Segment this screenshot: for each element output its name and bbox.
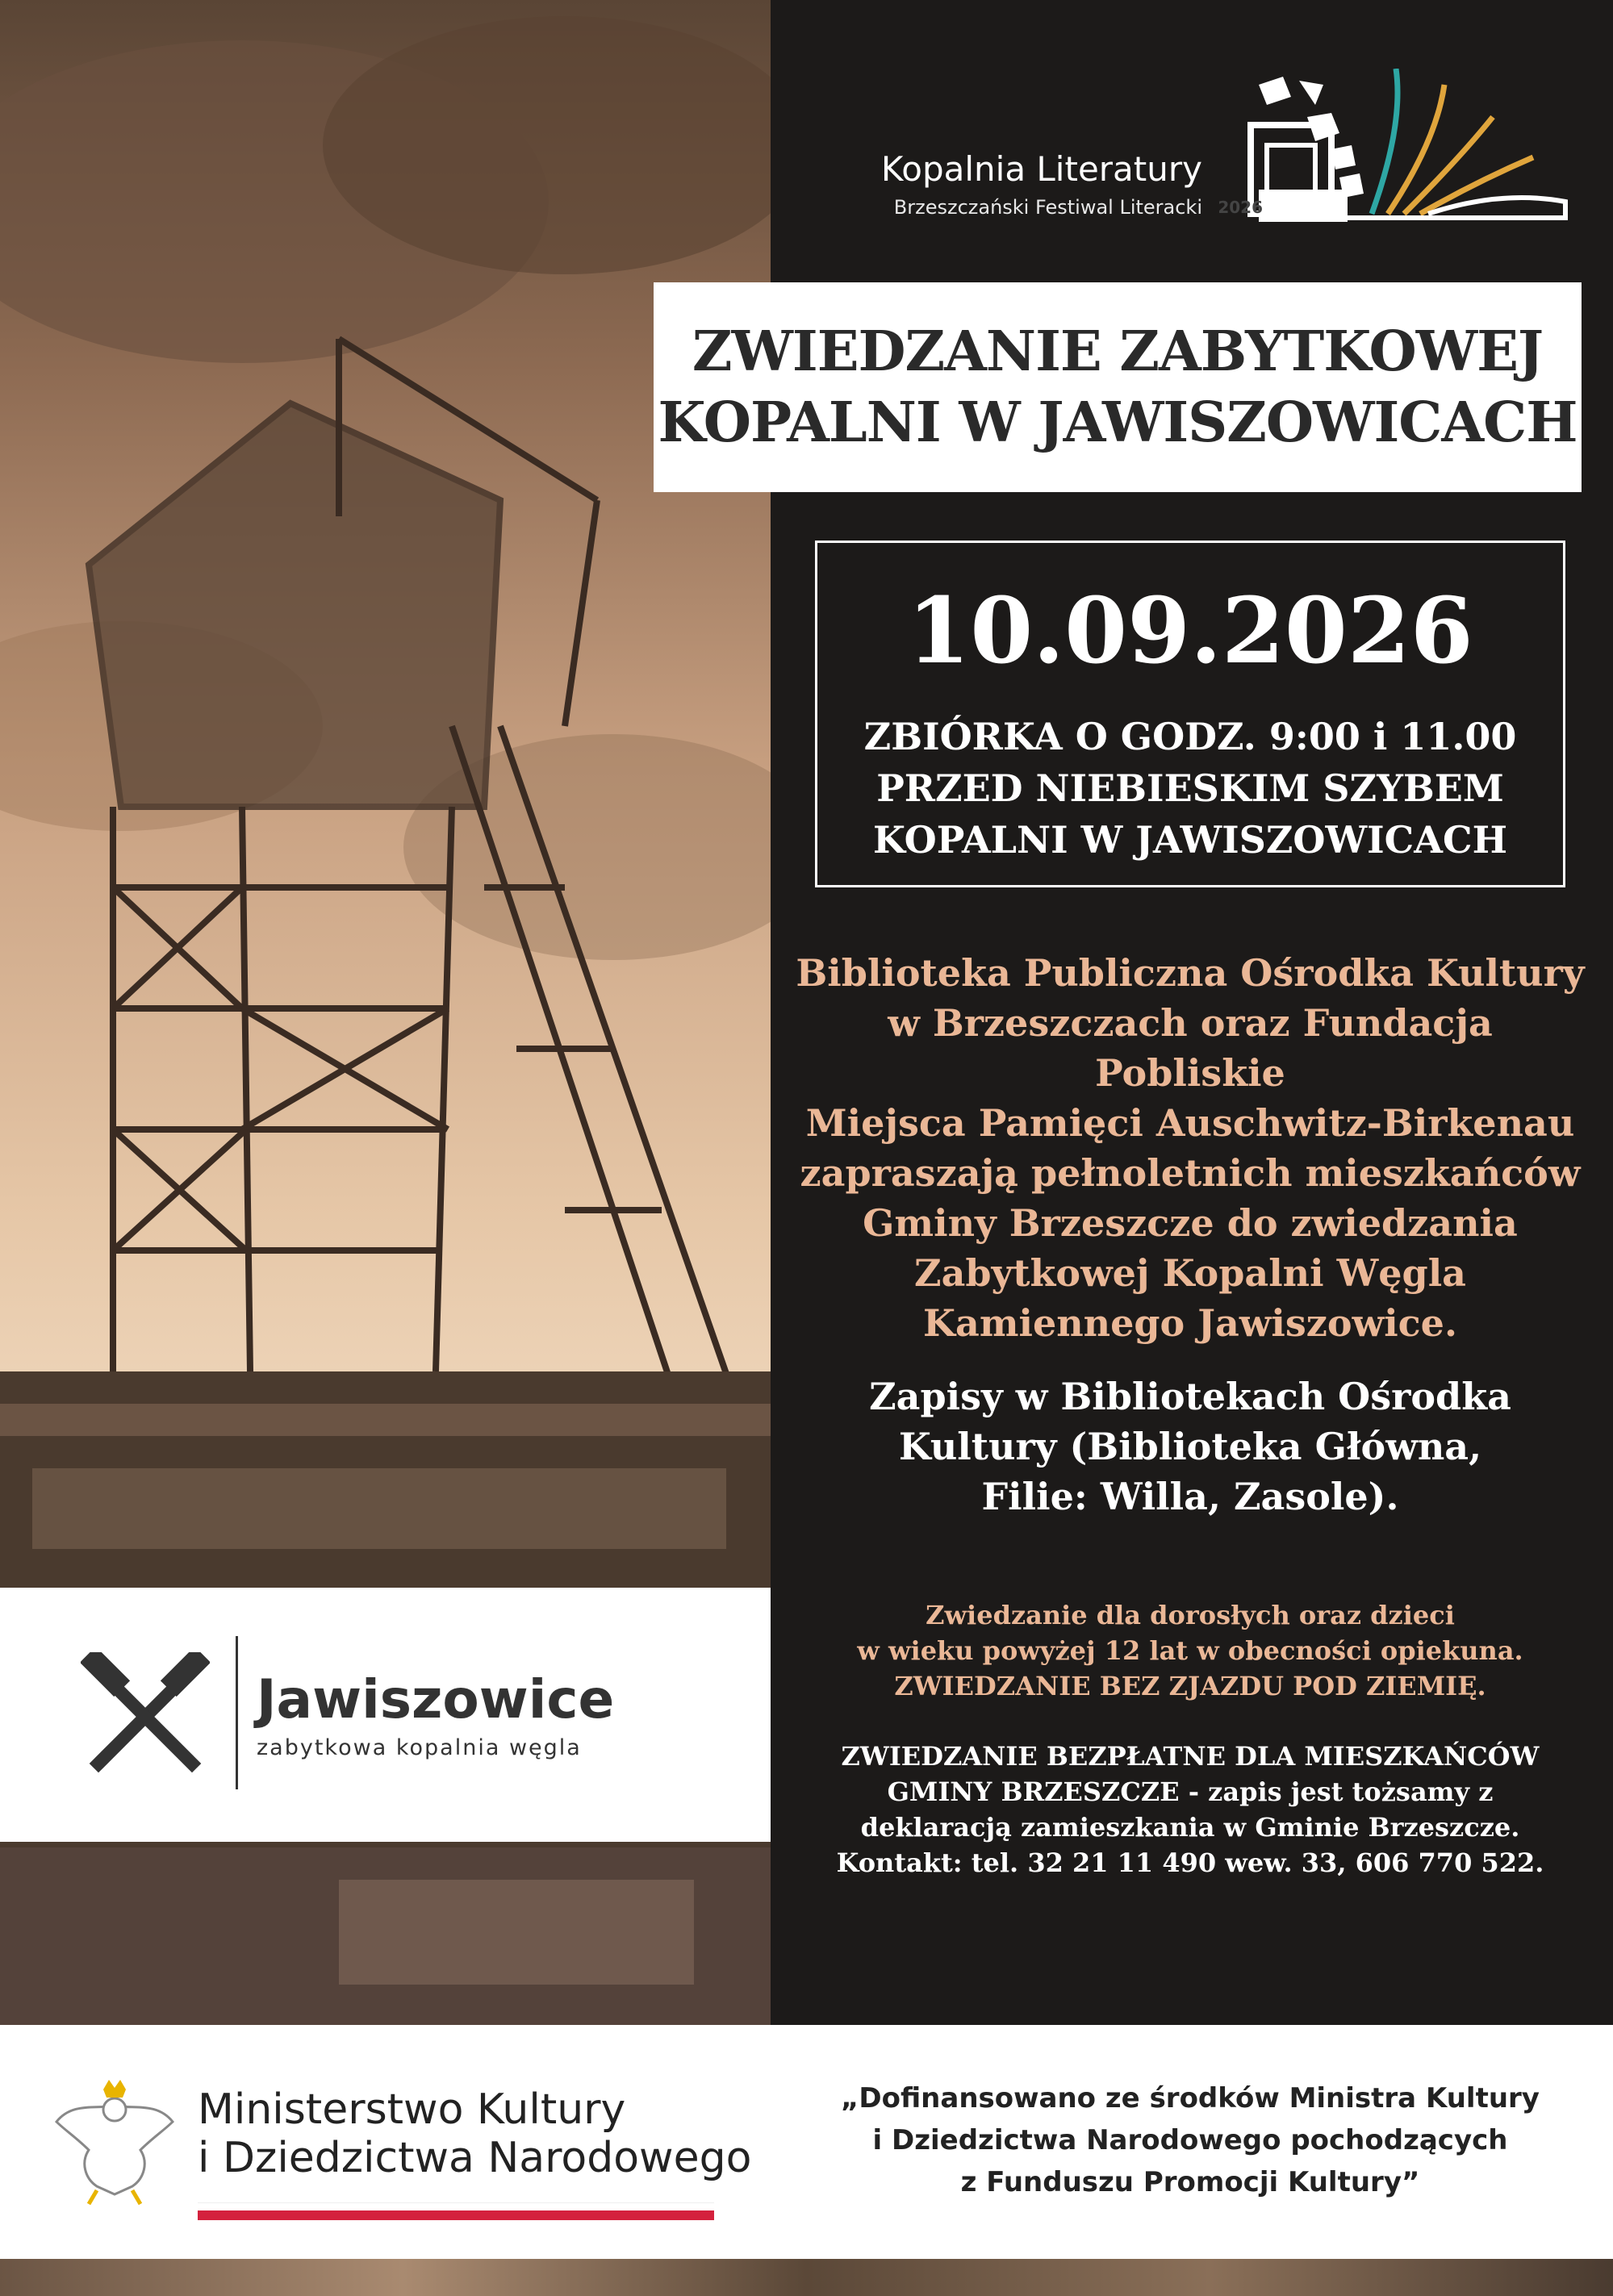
contact-line: Kontakt: tel. 32 21 11 490 wew. 33, 606 770 522. [836, 1847, 1544, 1878]
book-mine-icon [1210, 69, 1582, 230]
festival-year: 2026 [1218, 198, 1263, 217]
invitation-line: Kamiennego Jawiszowice. [923, 1301, 1457, 1345]
funding-line: i Dziedzictwa Narodowego pochodzących [872, 2124, 1508, 2156]
signup-text [791, 1371, 1590, 1522]
jawiszowice-name: Jawiszowice [257, 1668, 615, 1730]
invitation-line: Miejsca Pamięci Auschwitz-Birkenau [805, 1101, 1575, 1145]
funding-note [791, 2077, 1590, 2203]
event-title-line1: ZWIEDZANIE ZABYTKOWEJ [692, 319, 1544, 384]
ministry-name [198, 2085, 751, 2182]
festival-logo [823, 69, 1582, 230]
signup-line: Filie: Willa, Zasole). [981, 1475, 1399, 1518]
event-title-line2: KOPALNI W JAWISZOWICACH [658, 390, 1577, 455]
invitation-line: Gminy Brzeszcze do zwiedzania [863, 1201, 1518, 1245]
crossed-hammers-icon [81, 1652, 210, 1781]
visit-info [791, 1597, 1590, 1704]
meeting-line2: PRZED NIEBIESKIM SZYBEM [876, 766, 1504, 810]
meeting-line1: ZBIÓRKA O GODZ. 9:00 i 11.00 [863, 715, 1517, 758]
ministry-line1: Ministerstwo Kultury [198, 2085, 626, 2134]
date-box [815, 541, 1565, 887]
funding-line: z Funduszu Promocji Kultury” [960, 2166, 1420, 2198]
invitation-line: Zabytkowej Kopalni Węgla [913, 1251, 1466, 1295]
visit-info-line: w wieku powyżej 12 lat w obecności opiekuna. [857, 1635, 1523, 1666]
free-info-line: ZWIEDZANIE BEZPŁATNE DLA MIESZKAŃCÓW [841, 1741, 1540, 1772]
meeting-line3: KOPALNI W JAWISZOWICACH [872, 818, 1508, 862]
visit-info-line: Zwiedzanie dla dorosłych oraz dzieci [926, 1600, 1455, 1630]
invitation-line: zapraszają pełnoletnich mieszkańców [800, 1151, 1581, 1195]
invitation-text [791, 948, 1590, 1348]
jawiszowice-logo-box [0, 1588, 771, 1842]
logo-divider [236, 1636, 238, 1789]
festival-subtitle: Brzeszczański Festiwal Literacki [893, 196, 1202, 219]
funding-line: „Dofinansowano ze środków Ministra Kultury [841, 2082, 1540, 2114]
event-date: 10.09.2026 [907, 578, 1473, 684]
visit-info-line: ZWIEDZANIE BEZ ZJAZDU POD ZIEMIĘ. [894, 1671, 1486, 1701]
invitation-line: w Brzeszczach oraz Fundacja Pobliskie [888, 1001, 1493, 1095]
white-eagle-emblem-icon [48, 2073, 182, 2210]
free-info-line: GMINY BRZESZCZE - zapis jest tożsamy z [887, 1776, 1494, 1807]
signup-line: Kultury (Biblioteka Główna, [898, 1425, 1482, 1468]
jawiszowice-subtitle: zabytkowa kopalnia węgla [257, 1735, 582, 1760]
invitation-line: Biblioteka Publiczna Ośrodka Kultury [796, 951, 1585, 995]
free-visit-info [791, 1739, 1590, 1881]
festival-title: Kopalnia Literatury [880, 149, 1202, 189]
footer [0, 2025, 1613, 2259]
ministry-line2: i Dziedzictwa Narodowego [198, 2134, 752, 2182]
flag-stripe-red [198, 2210, 714, 2220]
bottom-photo-strip [0, 2259, 1613, 2296]
event-title-box [654, 282, 1582, 492]
signup-line: Zapisy w Bibliotekach Ośrodka [869, 1375, 1511, 1418]
free-info-line: deklaracją zamieszkania w Gminie Brzeszcze. [860, 1812, 1520, 1843]
